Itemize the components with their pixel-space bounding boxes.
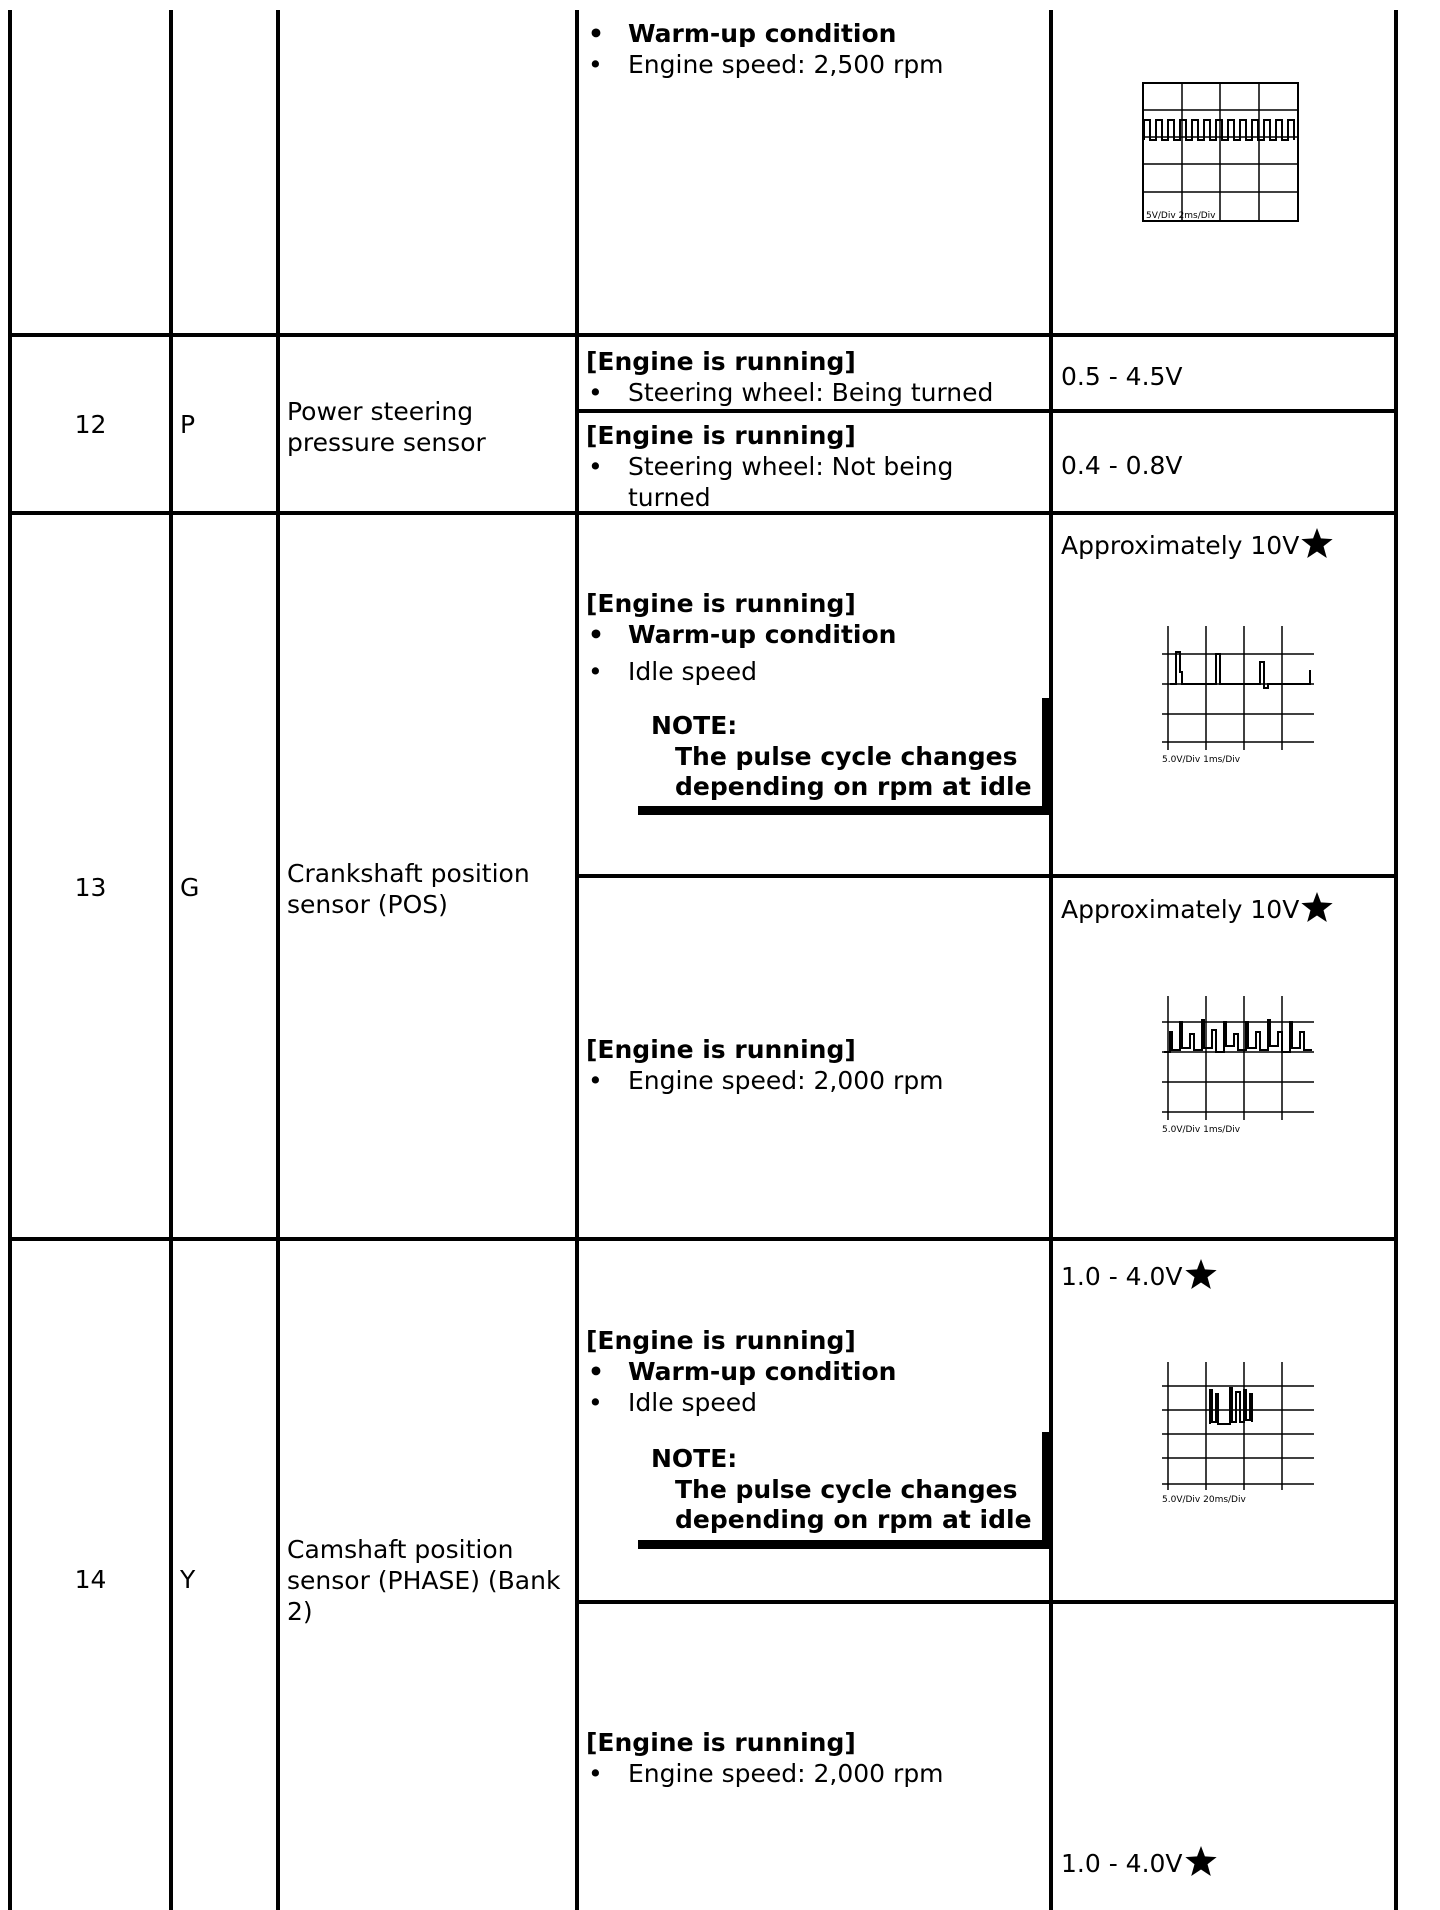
condition-item: • Engine speed: 2,000 rpm bbox=[586, 1065, 944, 1096]
condition-item: • Warm-up condition bbox=[586, 619, 896, 650]
star-icon bbox=[1185, 1846, 1217, 1876]
row-divider bbox=[575, 409, 1398, 413]
item-description: Crankshaft position sensor (POS) bbox=[287, 859, 530, 919]
star-icon bbox=[1185, 1259, 1217, 1289]
column-divider bbox=[169, 10, 173, 1910]
waveform-label: 5V/Div 2ms/Div bbox=[1146, 211, 1216, 221]
condition-item: • Steering wheel: Being turned bbox=[586, 377, 993, 408]
condition-item: • Engine speed: 2,000 rpm bbox=[586, 1758, 944, 1789]
column-divider bbox=[276, 10, 280, 1910]
condition-item: • Warm-up condition bbox=[586, 18, 944, 49]
waveform-image bbox=[1160, 622, 1316, 764]
data-value: 0.4 - 0.8V bbox=[1061, 451, 1183, 480]
note-text-line: The pulse cycle changes bbox=[675, 742, 1018, 771]
row-divider bbox=[575, 1600, 1398, 1604]
item-description: Power steering pressure sensor bbox=[287, 397, 486, 457]
note-text-line: depending on rpm at idle bbox=[675, 1505, 1032, 1534]
condition-item: • Engine speed: 2,500 rpm bbox=[586, 49, 944, 80]
condition-cell bbox=[586, 420, 986, 513]
note-label: NOTE: bbox=[651, 711, 738, 740]
condition-header: [Engine is running] bbox=[586, 421, 856, 450]
data-value-cell bbox=[1061, 528, 1333, 561]
condition-cell bbox=[586, 588, 896, 687]
data-value-cell bbox=[1061, 892, 1333, 925]
wire-color: P bbox=[180, 410, 196, 439]
star-icon bbox=[1301, 892, 1333, 922]
waveform-label: 5.0V/Div 20ms/Div bbox=[1162, 1495, 1246, 1504]
waveform-label: 5.0V/Div 1ms/Div bbox=[1162, 1125, 1241, 1134]
note-label: NOTE: bbox=[651, 1444, 738, 1473]
data-value-cell bbox=[1061, 1259, 1217, 1292]
waveform-image bbox=[1160, 992, 1316, 1134]
terminal-no: 14 bbox=[74, 1565, 107, 1594]
row-divider bbox=[8, 333, 1398, 337]
wire-color: Y bbox=[180, 1565, 196, 1594]
waveform-image bbox=[1142, 82, 1299, 222]
condition-item: • Steering wheel: Not being turned bbox=[586, 451, 986, 513]
item-description: Camshaft position sensor (PHASE) (Bank 2) bbox=[287, 1535, 561, 1626]
condition-cell bbox=[586, 1727, 944, 1789]
row-divider bbox=[8, 1237, 1398, 1241]
star-icon bbox=[1301, 528, 1333, 558]
column-divider bbox=[8, 10, 12, 1910]
continued-row-condition bbox=[586, 18, 944, 80]
data-value: Approximately 10V bbox=[1061, 531, 1300, 560]
condition-header: [Engine is running] bbox=[586, 1326, 856, 1355]
column-divider bbox=[1049, 10, 1053, 1910]
condition-cell bbox=[586, 1325, 896, 1418]
column-divider bbox=[1394, 10, 1398, 1910]
condition-cell bbox=[586, 1034, 944, 1096]
data-value: 0.5 - 4.5V bbox=[1061, 362, 1183, 391]
condition-header: [Engine is running] bbox=[586, 1035, 856, 1064]
condition-header: [Engine is running] bbox=[586, 1728, 856, 1757]
condition-header: [Engine is running] bbox=[586, 347, 856, 376]
row-divider bbox=[575, 874, 1398, 878]
condition-header: [Engine is running] bbox=[586, 589, 856, 618]
condition-item: • Idle speed bbox=[586, 656, 896, 687]
data-value: Approximately 10V bbox=[1061, 895, 1300, 924]
terminal-no: 12 bbox=[74, 410, 107, 439]
condition-cell bbox=[586, 346, 993, 408]
wire-color: G bbox=[180, 873, 200, 902]
note-text-line: depending on rpm at idle bbox=[675, 772, 1032, 801]
note-text-line: The pulse cycle changes bbox=[675, 1475, 1018, 1504]
data-value: 1.0 - 4.0V bbox=[1061, 1262, 1183, 1291]
waveform-image bbox=[1160, 1358, 1316, 1504]
data-value-cell bbox=[1061, 1846, 1217, 1879]
condition-item: • Warm-up condition bbox=[586, 1356, 896, 1387]
waveform-label: 5.0V/Div 1ms/Div bbox=[1162, 755, 1241, 764]
data-value: 1.0 - 4.0V bbox=[1061, 1849, 1183, 1878]
terminal-no: 13 bbox=[74, 873, 107, 902]
condition-item: • Idle speed bbox=[586, 1387, 896, 1418]
